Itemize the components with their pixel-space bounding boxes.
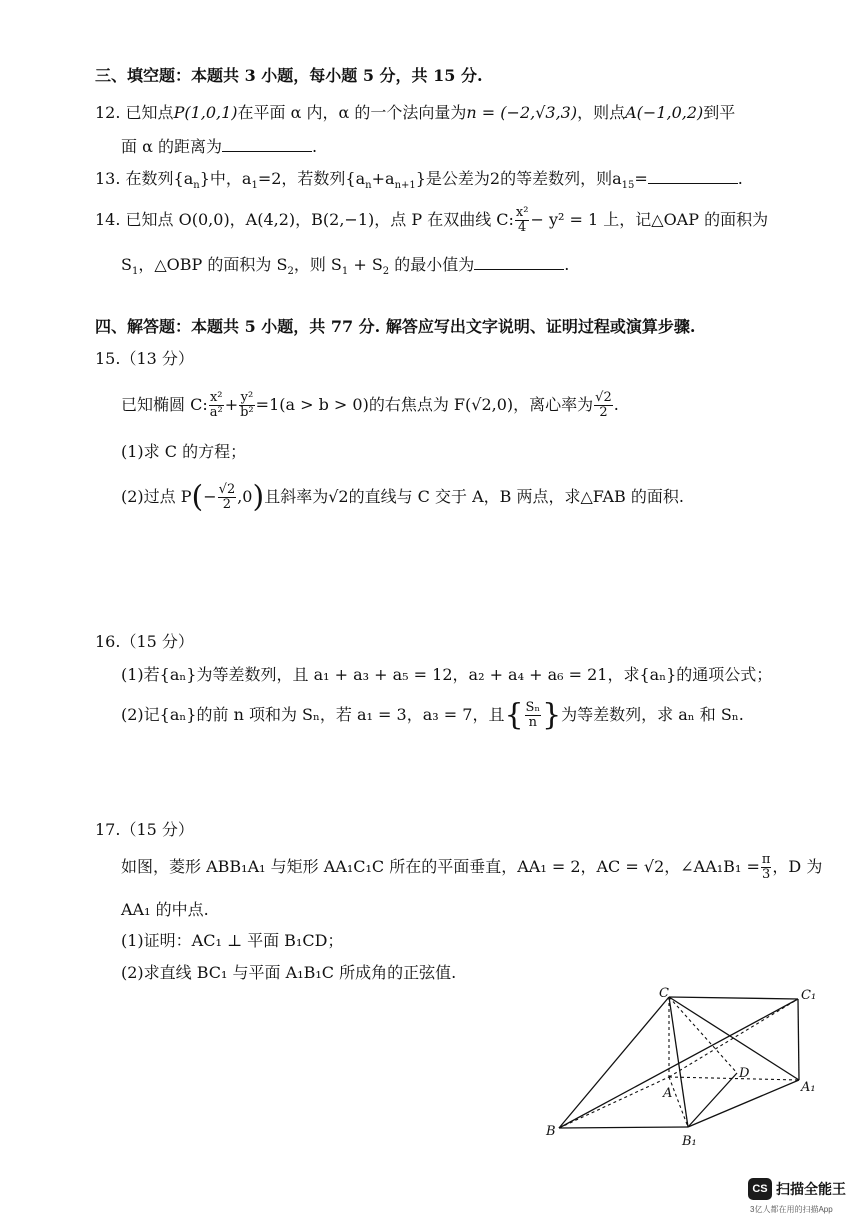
geometry-figure: [545, 985, 835, 1155]
q14-text: + S: [348, 255, 383, 274]
question-15-part-2: [121, 479, 684, 515]
q15-text: =1(a > b > 0)的右焦点为 F(√2,0)，离心率为: [255, 395, 594, 414]
q17-text: ，D 为: [772, 857, 823, 876]
watermark-subtitle: 3亿人都在用的扫描App: [750, 1205, 833, 1214]
question-17-line-2: AA₁ 的中点.: [121, 900, 209, 919]
question-13: [95, 167, 743, 196]
q14-text: ，△OBP 的面积为 S: [138, 255, 288, 274]
q15-text: 已知椭圆 C:: [121, 395, 208, 414]
question-14-line-2: $S_1$，△OBP 的面积为 $S_2$，则 $S_1 + S_2$ 的最小值为 .: [121, 255, 570, 278]
frac-denominator: n: [528, 715, 537, 730]
frac-numerator: y²: [240, 390, 254, 405]
q14-text: − y² = 1 上，记△OAP 的面积为: [530, 210, 769, 229]
q14-fraction: [515, 206, 530, 235]
frac-numerator: x²: [515, 205, 529, 220]
label-b: B: [546, 1124, 556, 1139]
camscanner-logo-icon: CS: [748, 1178, 772, 1200]
answer-blank[interactable]: [648, 167, 738, 184]
question-15-stem: [121, 390, 619, 420]
left-brace: {: [504, 697, 524, 733]
q16-text: (2)记{aₙ}的前 n 项和为 Sₙ，若 a₁ = 3，a₃ = 7，且: [121, 705, 505, 724]
hidden-edge-a-a1: [669, 1077, 799, 1080]
q13-sub: n: [193, 180, 200, 192]
q14-text: ，则 S: [293, 255, 342, 274]
q14-text: 已知点 O(0,0)，A(4,2)，B(2,−1)，点 P 在双曲线 C:: [125, 210, 514, 229]
q12-point-a: A(−1,0,2): [625, 103, 704, 122]
q15-text: (2)过点 P: [121, 487, 192, 506]
question-16-part-1: (1)若{aₙ}为等差数列，且 a₁ + a₃ + a₅ = 12，a₂ + a₄ + a₆ = 21，求{aₙ}的通项公式；: [121, 665, 773, 684]
q13-sub: 1: [251, 180, 258, 192]
q15-text: .: [613, 395, 619, 414]
question-17-part-2: (2)求直线 BC₁ 与平面 A₁B₁C 所成角的正弦值.: [121, 963, 457, 982]
right-paren: ): [252, 479, 265, 515]
q13-text: 在数列{a: [125, 169, 194, 188]
hidden-edge-b-a: [559, 1077, 669, 1128]
answer-blank[interactable]: [222, 135, 312, 152]
q15-text: −: [203, 487, 217, 506]
frac-numerator: π: [761, 852, 771, 867]
left-paren: (: [191, 479, 204, 515]
frac-denominator: 2: [599, 405, 608, 420]
answer-blank[interactable]: [474, 253, 564, 270]
right-brace: }: [542, 697, 562, 733]
question-15-part-1: (1)求 C 的方程；: [121, 442, 247, 461]
question-12-line-1: [95, 103, 735, 123]
q15-text: ,0: [237, 487, 253, 506]
label-c1: C₁: [801, 988, 817, 1003]
q12-point-p: P(1,0,1): [173, 103, 238, 122]
q12-text: 在平面 α 内，α 的一个法向量为: [237, 103, 467, 122]
q15-fraction-x: [209, 391, 224, 420]
q13-text: .: [737, 169, 743, 188]
frac-denominator: 2: [222, 497, 232, 512]
scanner-watermark: [748, 1178, 858, 1218]
q15-text: 且斜率为√2的直线与 C 交于 A，B 两点，求△FAB 的面积.: [264, 487, 684, 506]
label-a1: A₁: [801, 1080, 816, 1095]
q13-text: =: [634, 169, 648, 188]
edge-b1-d: [688, 1073, 737, 1127]
q16-fraction: [525, 701, 542, 730]
edge-b-b1: [559, 1127, 688, 1128]
edge-c1-a1: [798, 999, 799, 1080]
question-16-number: 16.（15 分）: [95, 632, 194, 651]
label-d: D: [739, 1066, 750, 1081]
frac-denominator: 4: [518, 220, 527, 235]
question-15-number: 15.（13 分）: [95, 349, 194, 368]
q13-sub: n+1: [394, 180, 416, 192]
question-17-number: 17.（15 分）: [95, 820, 194, 839]
q14-text: S: [121, 255, 132, 274]
q13-text: +a: [371, 169, 395, 188]
section-heading-fill-in: 三、填空题：本题共 3 小题，每小题 5 分，共 15 分.: [95, 66, 483, 85]
q13-text: }中，a: [199, 169, 252, 188]
frac-numerator: Sₙ: [525, 700, 541, 715]
edge-b1-a1: [688, 1080, 799, 1127]
q15-text: +: [224, 395, 239, 414]
label-b1: B₁: [682, 1134, 697, 1149]
q14-text: .: [564, 255, 570, 274]
frac-numerator: √2: [218, 482, 236, 497]
edge-b-c1: [559, 999, 798, 1128]
q14-text: 的最小值为: [389, 255, 475, 274]
label-c: C: [659, 986, 669, 1001]
edge-c-b1: [669, 997, 688, 1127]
q13-text: =2，若数列{a: [257, 169, 366, 188]
q13-text: }是公差为2的等差数列，则a: [415, 169, 622, 188]
hidden-edge-c-d: [669, 997, 737, 1073]
question-number: 13.: [95, 169, 121, 188]
q13-sub: n: [365, 180, 372, 192]
edge-b-c: [559, 997, 669, 1128]
frac-numerator: x²: [209, 390, 223, 405]
label-a: A: [663, 1086, 673, 1101]
q17-fraction: [761, 853, 772, 882]
frac-denominator: 3: [761, 867, 771, 882]
watermark-title: 扫描全能王: [776, 1181, 846, 1197]
q12-text: 已知点: [125, 103, 174, 122]
question-17-line-1: [121, 852, 822, 882]
q12-text: 到平: [703, 103, 736, 122]
frac-denominator: a²: [209, 405, 223, 420]
frac-denominator: b²: [240, 405, 254, 420]
q15-fraction-e: [594, 391, 613, 420]
section-heading-solutions: 四、解答题：本题共 5 小题，共 77 分. 解答应写出文字说明、证明过程或演算步骤.: [95, 317, 696, 336]
question-number: 14.: [95, 210, 121, 229]
q12-text: .: [311, 137, 318, 156]
edge-c-c1: [669, 997, 798, 999]
question-16-part-2: [121, 697, 744, 733]
frac-numerator: √2: [595, 390, 612, 405]
question-number: 12.: [95, 103, 121, 122]
q15-fraction-y: [239, 391, 255, 420]
hidden-edge-a-b1: [669, 1077, 688, 1127]
q13-sub: 15: [621, 180, 635, 192]
q15-part2-fraction: [218, 483, 237, 512]
q12-text: ，则点: [577, 103, 626, 122]
q17-text: 如图，菱形 ABB₁A₁ 与矩形 AA₁C₁C 所在的平面垂直，AA₁ = 2，AC = √2，∠AA₁B₁ =: [121, 857, 760, 876]
q12-text: 面 α 的距离为: [121, 137, 222, 156]
question-14-line-1: [95, 206, 768, 235]
q12-normal-vector: n = (−2,√3,3): [466, 103, 578, 122]
question-12-line-2: [121, 135, 317, 157]
q16-text: 为等差数列，求 aₙ 和 Sₙ.: [561, 705, 744, 724]
question-17-part-1: (1)证明：AC₁ ⊥ 平面 B₁CD；: [121, 931, 344, 950]
